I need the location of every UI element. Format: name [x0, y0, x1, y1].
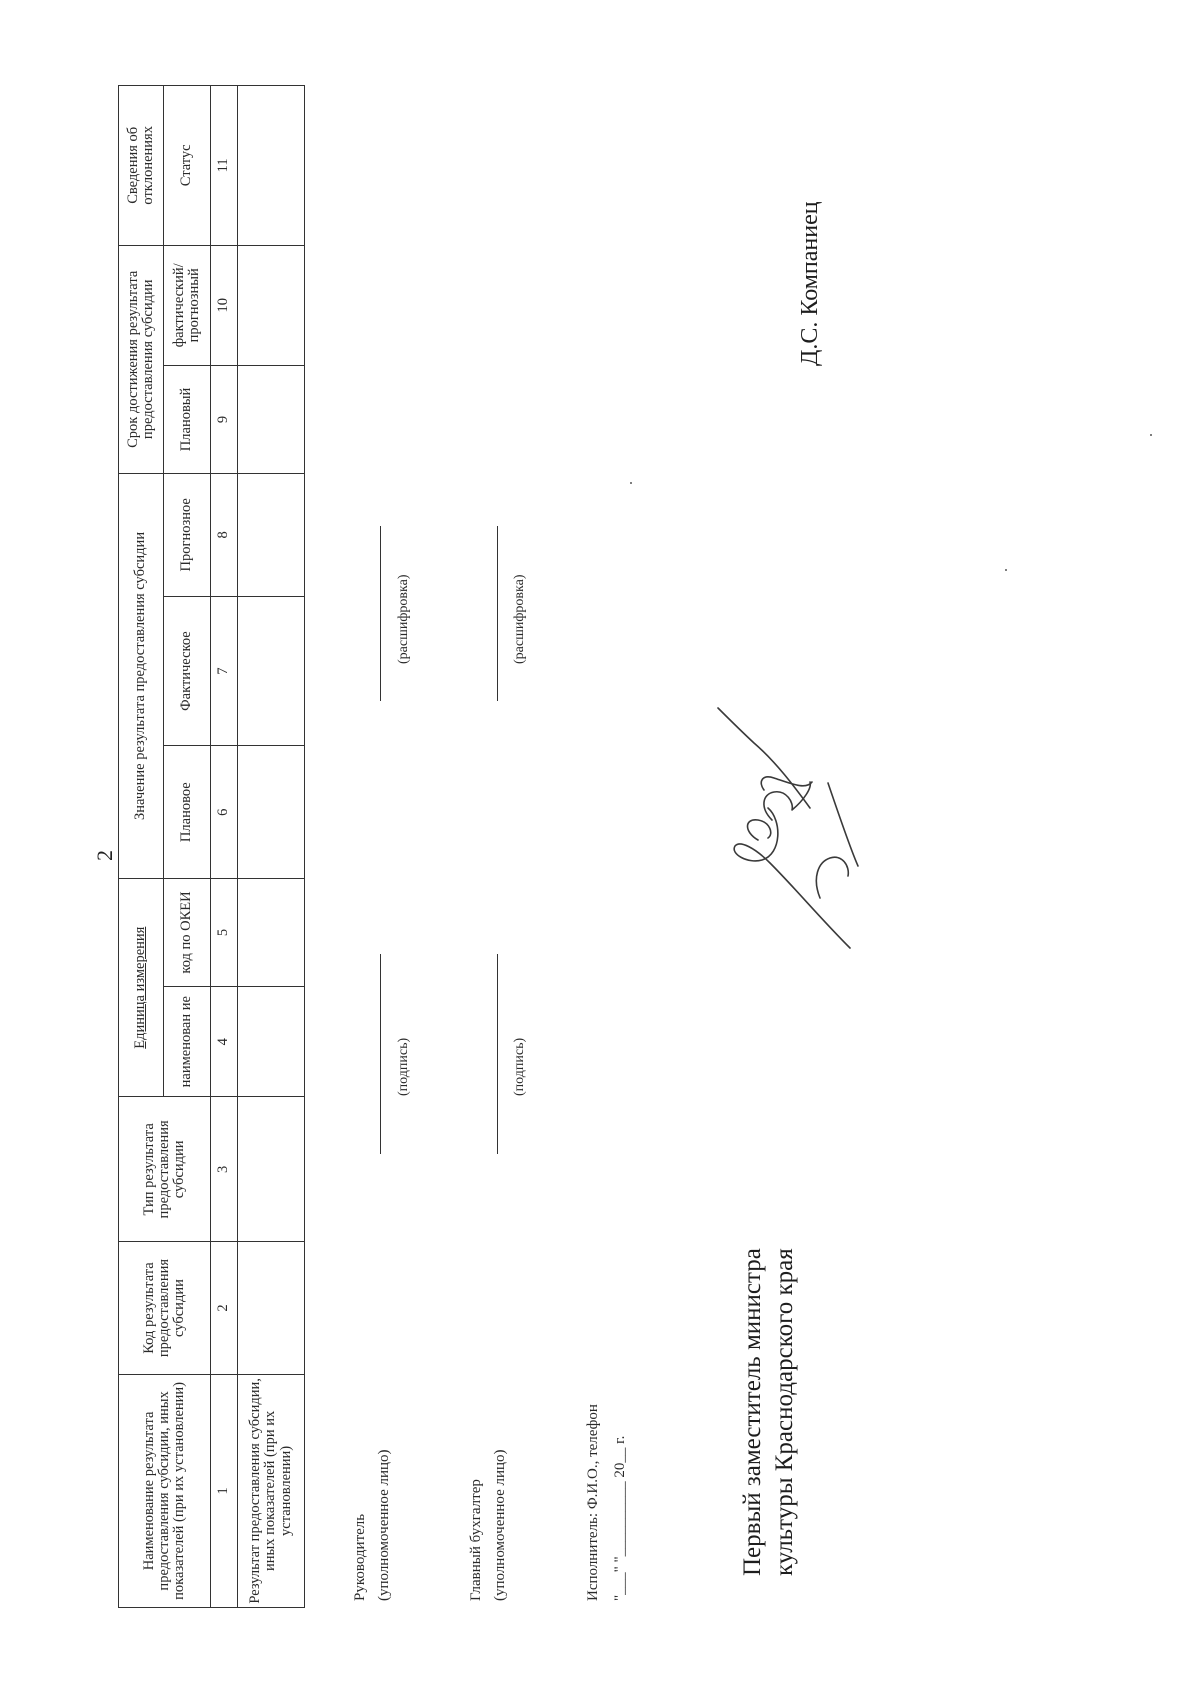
header-unit-name: наименован ие	[164, 986, 211, 1096]
scan-dot	[630, 482, 632, 484]
accountant-subtitle: (уполномоченное лицо)	[492, 1449, 508, 1601]
approval-position-line1: Первый заместитель министра	[739, 1248, 766, 1576]
column-number: 5	[211, 878, 238, 986]
handwritten-signature	[700, 698, 890, 958]
column-number: 3	[211, 1097, 238, 1242]
accountant-signature-caption: (подпись)	[512, 1037, 527, 1096]
head-title: Руководитель	[352, 1513, 368, 1601]
approval-position	[737, 1248, 801, 1576]
table-cell	[238, 365, 305, 473]
column-number-row	[211, 86, 238, 1608]
header-deadline-planned: Плановый	[164, 365, 211, 473]
table-cell	[238, 596, 305, 746]
accountant-decoding-line	[497, 526, 498, 701]
head-signature-line	[380, 954, 381, 1154]
column-number: 8	[211, 473, 238, 596]
header-deadline: Срок достижения результата предоставления субсидии	[119, 245, 164, 473]
table-cell	[238, 1242, 305, 1375]
header-value: Значение результата предоставления субсидии	[119, 473, 164, 878]
table-cell	[238, 746, 305, 879]
column-number: 4	[211, 986, 238, 1096]
head-decoding-caption: (расшифровка)	[396, 574, 411, 664]
header-deviation: Сведения об отклонениях	[119, 86, 164, 246]
date-line: "___" "__________ 20__ г.	[612, 1435, 628, 1601]
table-cell	[238, 986, 305, 1096]
head-decoding-line	[380, 526, 381, 701]
executor-line: Исполнитель: Ф.И.О., телефон	[585, 1404, 601, 1601]
table-cell	[238, 473, 305, 596]
column-number: 10	[211, 245, 238, 365]
header-value-actual: Фактическое	[164, 596, 211, 746]
approval-position-line2: культуры Краснодарского края	[771, 1248, 798, 1576]
header-type: Тип результата предоставления субсидии	[119, 1097, 211, 1242]
header-deviation-status: Статус	[164, 86, 211, 246]
accountant-title: Главный бухгалтер	[468, 1479, 484, 1601]
accountant-decoding-caption: (расшифровка)	[512, 574, 527, 664]
scan-dot	[1005, 569, 1007, 571]
head-subtitle: (уполномоченное лицо)	[376, 1449, 392, 1601]
header-value-forecast: Прогнозное	[164, 473, 211, 596]
column-number: 2	[211, 1242, 238, 1375]
header-value-planned: Плановое	[164, 746, 211, 879]
table-cell	[238, 86, 305, 246]
column-number: 9	[211, 365, 238, 473]
table-header-row	[119, 86, 164, 1608]
header-code: Код результата предоставления субсидии	[119, 1242, 211, 1375]
column-number: 6	[211, 746, 238, 879]
table-cell	[238, 1097, 305, 1242]
accountant-signature-line	[497, 954, 498, 1154]
table-row	[238, 86, 305, 1608]
column-number: 7	[211, 596, 238, 746]
column-number: 1	[211, 1374, 238, 1607]
column-number: 11	[211, 86, 238, 246]
header-unit-okei: код по ОКЕИ	[164, 878, 211, 986]
approval-name: Д.С. Компаниец	[797, 201, 823, 366]
table-cell	[238, 878, 305, 986]
header-unit: Единица измерения	[119, 878, 164, 1096]
results-table	[118, 85, 305, 1608]
head-signature-caption: (подпись)	[396, 1037, 411, 1096]
scan-dot	[1150, 434, 1152, 436]
row-label: Результат предоставления субсидии, иных показателей (при их установлении)	[238, 1374, 305, 1607]
page-number: 2	[92, 850, 117, 861]
table-cell	[238, 245, 305, 365]
header-deadline-actual: фактический/ прогнозный	[164, 245, 211, 365]
header-name: Наименование результата предоставления субсидии, иных показателей (при их установлении)	[119, 1374, 211, 1607]
